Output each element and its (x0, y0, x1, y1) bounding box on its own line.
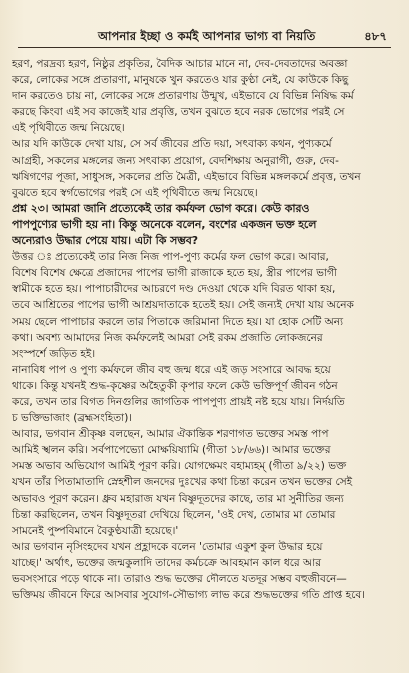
text-line: চিন্তা করছিলেন, তখন বিষ্ণুদূতরা দেখিয়ে ছিলেন, 'ওই দেখ, তোমার মা তোমার (12, 508, 336, 521)
text-line: চ ভক্তিভাজাং (ব্রহ্মসংহিতা)। (12, 412, 133, 425)
text-line: এই পৃথিবীতে জন্ম নিয়েছে। (12, 122, 125, 135)
header-rule (18, 47, 391, 48)
question-line: পাপপুণ্যের ভাগী হয় না। কিন্তু অনেকে বলেন, বংশের একজন ভক্ত হলে (12, 217, 317, 231)
text-line: আগ্রহী, সকলের মঙ্গলের জন্য সৎবাক্য প্রয়োগ, বেদশিক্ষায় অনুরাগী, গুরু, দেব- (12, 154, 339, 167)
body-text (12, 56, 387, 603)
running-header (70, 28, 387, 44)
text-line: যখন তাঁর পিতামাতাদি স্নেহশীল জনদের দুঃখের কথা চিন্তা করেন তখন ভক্তের সেই (12, 476, 353, 489)
text-line: উত্তর ঃ প্রত্যেকেই তার নিজ নিজ পাপ-পুণ্য কর্মের ফল ভোগ করে। আবার, (12, 251, 329, 264)
text-line: সমস্ত অভাব অভিযোগ আমিই পূরণ করি। যোগক্ষেমং বহাম্যহম্ (গীতা ৯/২২) ভক্ত (12, 460, 347, 473)
text-line: আবার, ভগবান শ্রীকৃষ্ণ বলছেন, আমার ঐকান্তিক শরণাগত ভক্তের সমস্ত পাপ (12, 428, 329, 441)
text-line: দান করতেও চায় না, লোকের সঙ্গে প্রতারণায় উন্মুখ, এইভাবে যে বিভিন্ন নিষিদ্ধ কর্ম (12, 90, 354, 103)
chapter-title: আপনার ইচ্ছা ও কর্মই আপনার ভাগ্য বা নিয়তি (98, 29, 316, 43)
text-line: ভবসংসারে পড়ে থাকে না। তারাও শুদ্ধ ভক্তের দৌলতে যতদূর সম্ভব বহুজীবনে— (12, 573, 347, 585)
question-line: অন্যেরাও উদ্ধার পেয়ে যায়। এটা কি সম্ভব? (12, 234, 199, 248)
text-line: আর ভগবান নৃসিংহদেব যখন প্রহ্লাদকে বলেন 'তোমার একুশ কুল উদ্ধার হয়ে (12, 540, 323, 553)
text-line: যাচ্ছে।' অর্থাৎ, ভক্তের জন্মকুলাদি তাদের কর্মচক্রে আবহমান কাল ধরে আর (12, 556, 322, 569)
question-line: প্রশ্ন ২৩। আমরা জানি প্রত্যেকেই তার কর্মফল ভোগ করে। কেউ কারও (12, 201, 310, 215)
text-line: বিশেষ বিশেষ ক্ষেত্রে প্রজাদের পাপের ভাগী রাজাকে হতে হয়, স্ত্রীর পাপের ভাগী (12, 267, 337, 280)
text-line: করছে কিংবা এই সব কাজেই যার প্রবৃত্তি, তখন বুঝতে হবে নরক ভোগের পরই সে (12, 106, 345, 119)
text-line: তবে আশ্রিতের পাপের ভাগী আশ্রয়দাতাকে হতেই হয়। সেই জন্যই দেখা যায় অনেক (12, 299, 354, 312)
page-number: ৪৮৭ (364, 29, 387, 43)
text-line: সময় ছেলে পাপাচার করলে তার পিতাকে জরিমানা দিতে হয়। যা হোক সেটি অন্য (12, 315, 344, 328)
text-line: ঋষিগণের পূজা, সাধুসঙ্গ, সকলের প্রতি মৈত্রী, এইভাবে বিভিন্ন মঙ্গলকর্মে প্রবৃত্ত, তখন (12, 170, 361, 183)
text-line: স্বামীকে হতে হয়। পাপাচারীদের আচরণে দণ্ড দেওয়া থেকে যদি বিরত থাকা হয়, (12, 283, 336, 296)
text-line: নানাবিধ পাপ ও পুণ্য কর্মফলে জীব বহু জন্ম ধরে এই জড় সংসারে আবদ্ধ হয়ে (12, 363, 331, 376)
text-line: থাকে। কিন্তু যখনই শুদ্ধ-কৃষ্ণের অহৈতুকী কৃপার ফলে কেউ ভক্তিপূর্ণ জীবন গঠন (12, 379, 338, 392)
text-line: সামনেই পুষ্পবিমানে বৈকুণ্ঠযাত্রী হয়েছে।' (12, 524, 179, 537)
text-line: আমিই স্খলন করি। সর্বপাপেভ্যো মোক্ষয়িষ্যামি (গীতা ১৮/৬৬)। আমার ভক্তের (12, 444, 331, 457)
text-line: আর যদি কাউকে দেখা যায়, সে সর্ব জীবের প্রতি দয়া, সৎবাক্য কথন, পুণ্যকর্মে (12, 138, 332, 151)
text-line: অভাবও পূরণ করেন। ধ্রুব মহারাজ যখন বিষ্ণুদূতদের কাছে, তার মা সুনীতির জন্য (12, 492, 344, 505)
text-line: ভক্তিময় জীবনে ফিরে আসবার সুযোগ-সৌভাগ্য লাভ করে শুদ্ধভক্তের গতি প্রাপ্ত হবে। (12, 589, 365, 602)
text-line: করে, তখন তার বিগত দিনগুলির জাগতিক পাপপুণ্য প্রায়ই নষ্ট হয়ে যায়। নির্দয়তি (12, 395, 345, 408)
text-line: বুঝতে হবে স্বর্গভোগের পরই সে এই পৃথিবীতে জন্ম নিয়েছে। (12, 186, 258, 199)
text-line: হরণ, পরদ্রব্য হরণ, নিষ্ঠুর প্রকৃতির, বৈদিক আচার মানে না, দেব-দেবতাদের অবজ্ঞা (12, 58, 348, 70)
text-line: করে, লোকের সঙ্গে প্রতারণা, মানুষকে খুন করতেও যার কুণ্ঠা নেই, যে কাউকে কিছু (12, 74, 349, 87)
text-line: সংস্পর্শে জড়িত হই। (12, 347, 96, 360)
text-line: কথা। অবশ্য আমাদের নিজ কর্মফলেই আমরা সেই রকম প্রজাতি লোকজনের (12, 331, 323, 344)
